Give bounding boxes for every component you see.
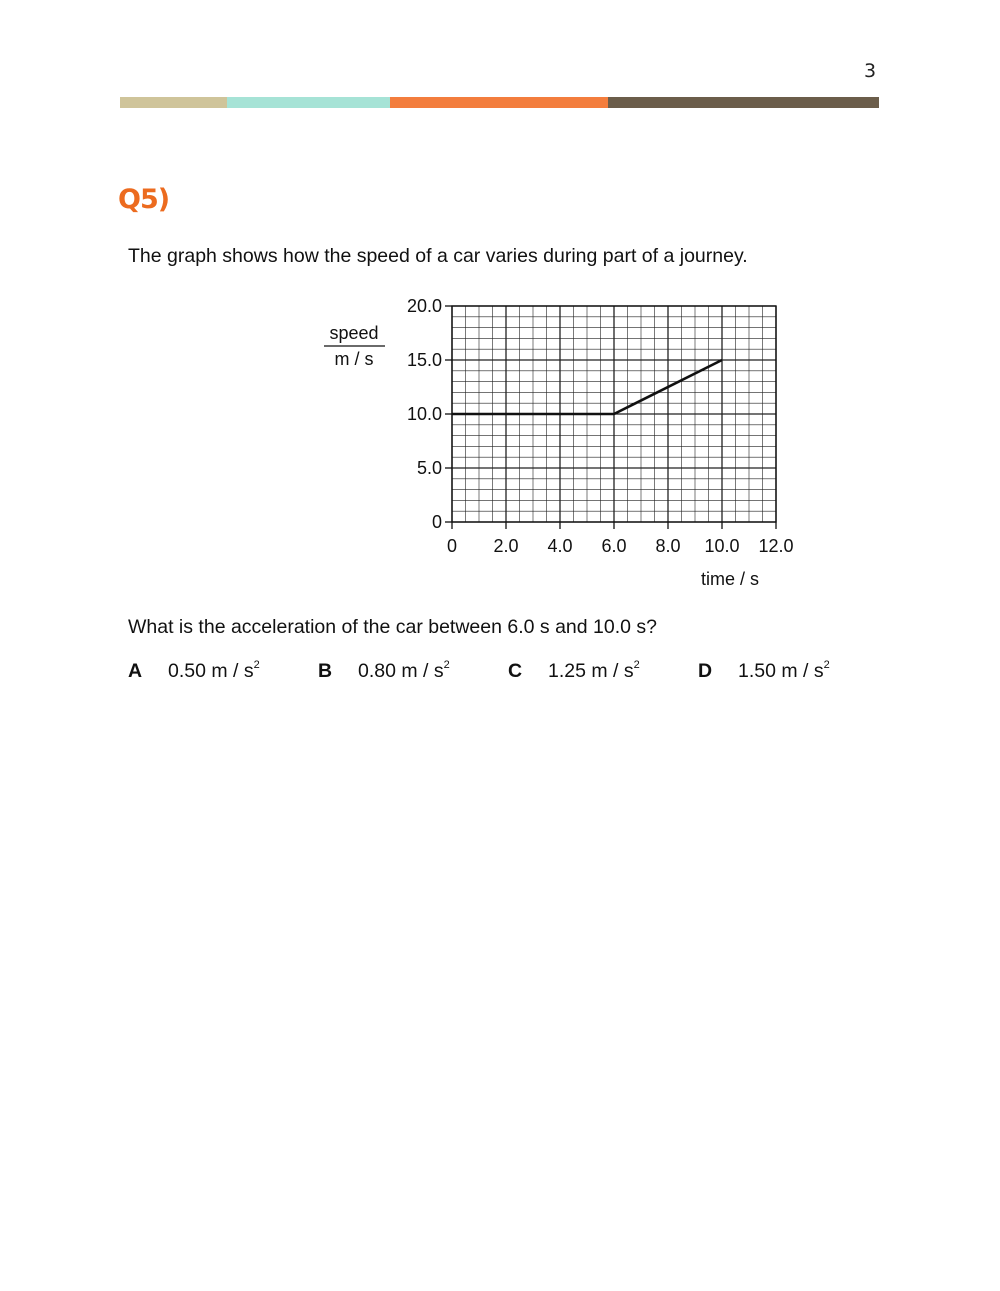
option-exponent: 2 (823, 658, 830, 671)
y-tick-label: 5.0 (416, 458, 442, 478)
band-segment (120, 97, 227, 108)
y-axis-label-bottom: m / s (334, 349, 374, 369)
x-tick-label: 12.0 (758, 536, 794, 556)
option-exponent: 2 (443, 658, 450, 671)
band-segment (608, 97, 879, 108)
option-letter: B (318, 660, 333, 682)
header-color-band (120, 97, 879, 108)
answer-option-d[interactable] (698, 660, 830, 690)
option-value: 1.50 m / s (738, 660, 824, 682)
y-tick-label: 20.0 (406, 296, 442, 316)
x-tick-label: 0 (446, 536, 458, 556)
question-number: Q5) (118, 184, 170, 215)
band-segment (390, 97, 608, 108)
y-axis-label-top: speed (329, 323, 379, 343)
answer-options (128, 660, 888, 690)
x-tick-label: 8.0 (655, 536, 681, 556)
y-tick-label: 15.0 (406, 350, 442, 370)
x-tick-label: 4.0 (547, 536, 573, 556)
answer-option-a[interactable] (128, 660, 260, 690)
option-value: 1.25 m / s (548, 660, 634, 682)
y-tick-label: 0 (431, 512, 442, 532)
option-value: 0.80 m / s (358, 660, 444, 682)
band-segment (227, 97, 390, 108)
option-letter: D (698, 660, 713, 682)
x-tick-label: 6.0 (601, 536, 627, 556)
sub-question-text: What is the acceleration of the car between 6.0 s and 10.0 s? (128, 616, 657, 638)
page-number: 3 (864, 60, 877, 82)
option-letter: C (508, 660, 523, 682)
option-value: 0.50 m / s (168, 660, 254, 682)
question-text: The graph shows how the speed of a car varies during part of a journey. (128, 245, 748, 267)
y-tick-label: 10.0 (406, 404, 442, 424)
option-exponent: 2 (253, 658, 260, 671)
x-axis-label: time / s (700, 569, 760, 589)
answer-option-b[interactable] (318, 660, 450, 690)
answer-option-c[interactable] (508, 660, 640, 690)
x-tick-label: 10.0 (704, 536, 740, 556)
option-exponent: 2 (633, 658, 640, 671)
x-tick-label: 2.0 (493, 536, 519, 556)
option-letter: A (128, 660, 143, 682)
speed-time-graph (318, 288, 818, 598)
